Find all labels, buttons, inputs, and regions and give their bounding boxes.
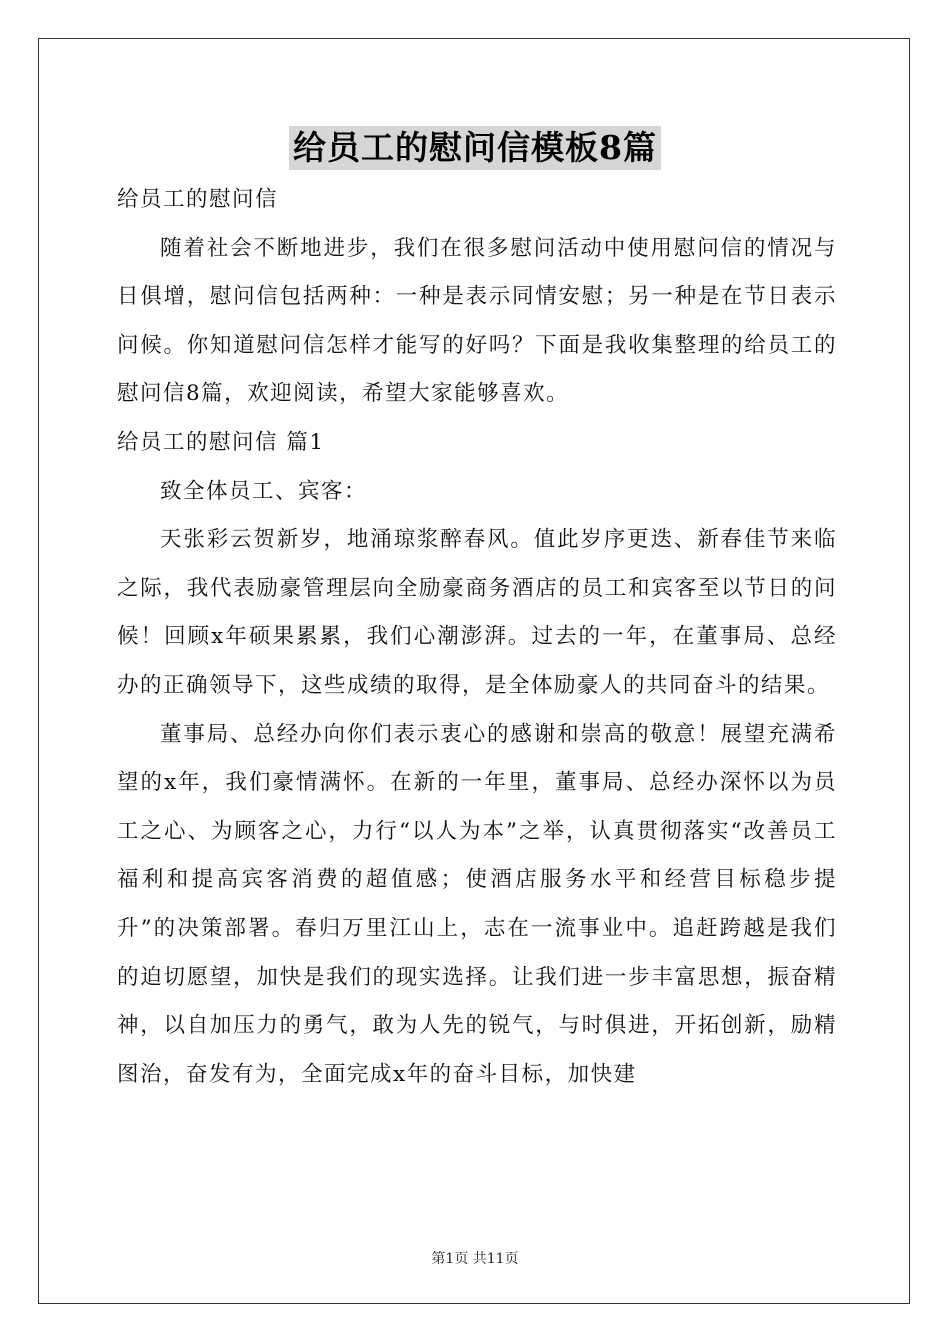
paragraph: 致全体员工、宾客： [160,478,368,504]
paragraph: 随着社会不断地进步，我们在很多慰问活动中使用慰问信的情况与日俱增，慰问信包括两种：一种是表示同情安慰；另一种是在节日表示问候。你知道慰问信怎样才能写的好吗？下面是我收集整理的给员工的慰问信8篇，欢迎阅读，希望大家能够喜欢。 [117,235,837,407]
paragraph: 董事局、总经办向你们表示衷心的感谢和崇高的敬意！展望充满希望的x年，我们豪情满怀。在新的一年里，董事局、总经办深怀以为员工之心、为顾客之心，力行“以人为本”之举，认真贯彻落实“改善员工福利和提高宾客消费的超值感；使酒店服务水平和经营目标稳步提升”的决策部署。春归万里江山上，志在一流事业中。追赶跨越是我们的迫切愿望，加快是我们的现实选择。让我们进一步丰富思想，振奋精神，以自加压力的勇气，敢为人先的锐气，与时俱进，开拓创新，励精图治，奋发有为，全面完成x年的奋斗目标，加快建 [117,721,837,1087]
document-body [117,176,837,1099]
title-container [0,126,950,170]
paragraph: 给员工的慰问信 [117,187,279,212]
document-title: 给员工的慰问信模板8篇 [289,126,661,170]
section-heading: 给员工的慰问信 篇1 [117,429,325,455]
paragraph: 天张彩云贺新岁，地涌琼浆醉春风。值此岁序更迭、新春佳节来临之际，我代表励豪管理层向全励豪商务酒店的员工和宾客至以节日的问候！回顾x年硕果累累，我们心潮澎湃。过去的一年，在董事局、总经办的正确领导下，这些成绩的取得，是全体励豪人的共同奋斗的结果。 [117,527,837,698]
page-footer: 第1页 共11页 [431,1251,519,1267]
